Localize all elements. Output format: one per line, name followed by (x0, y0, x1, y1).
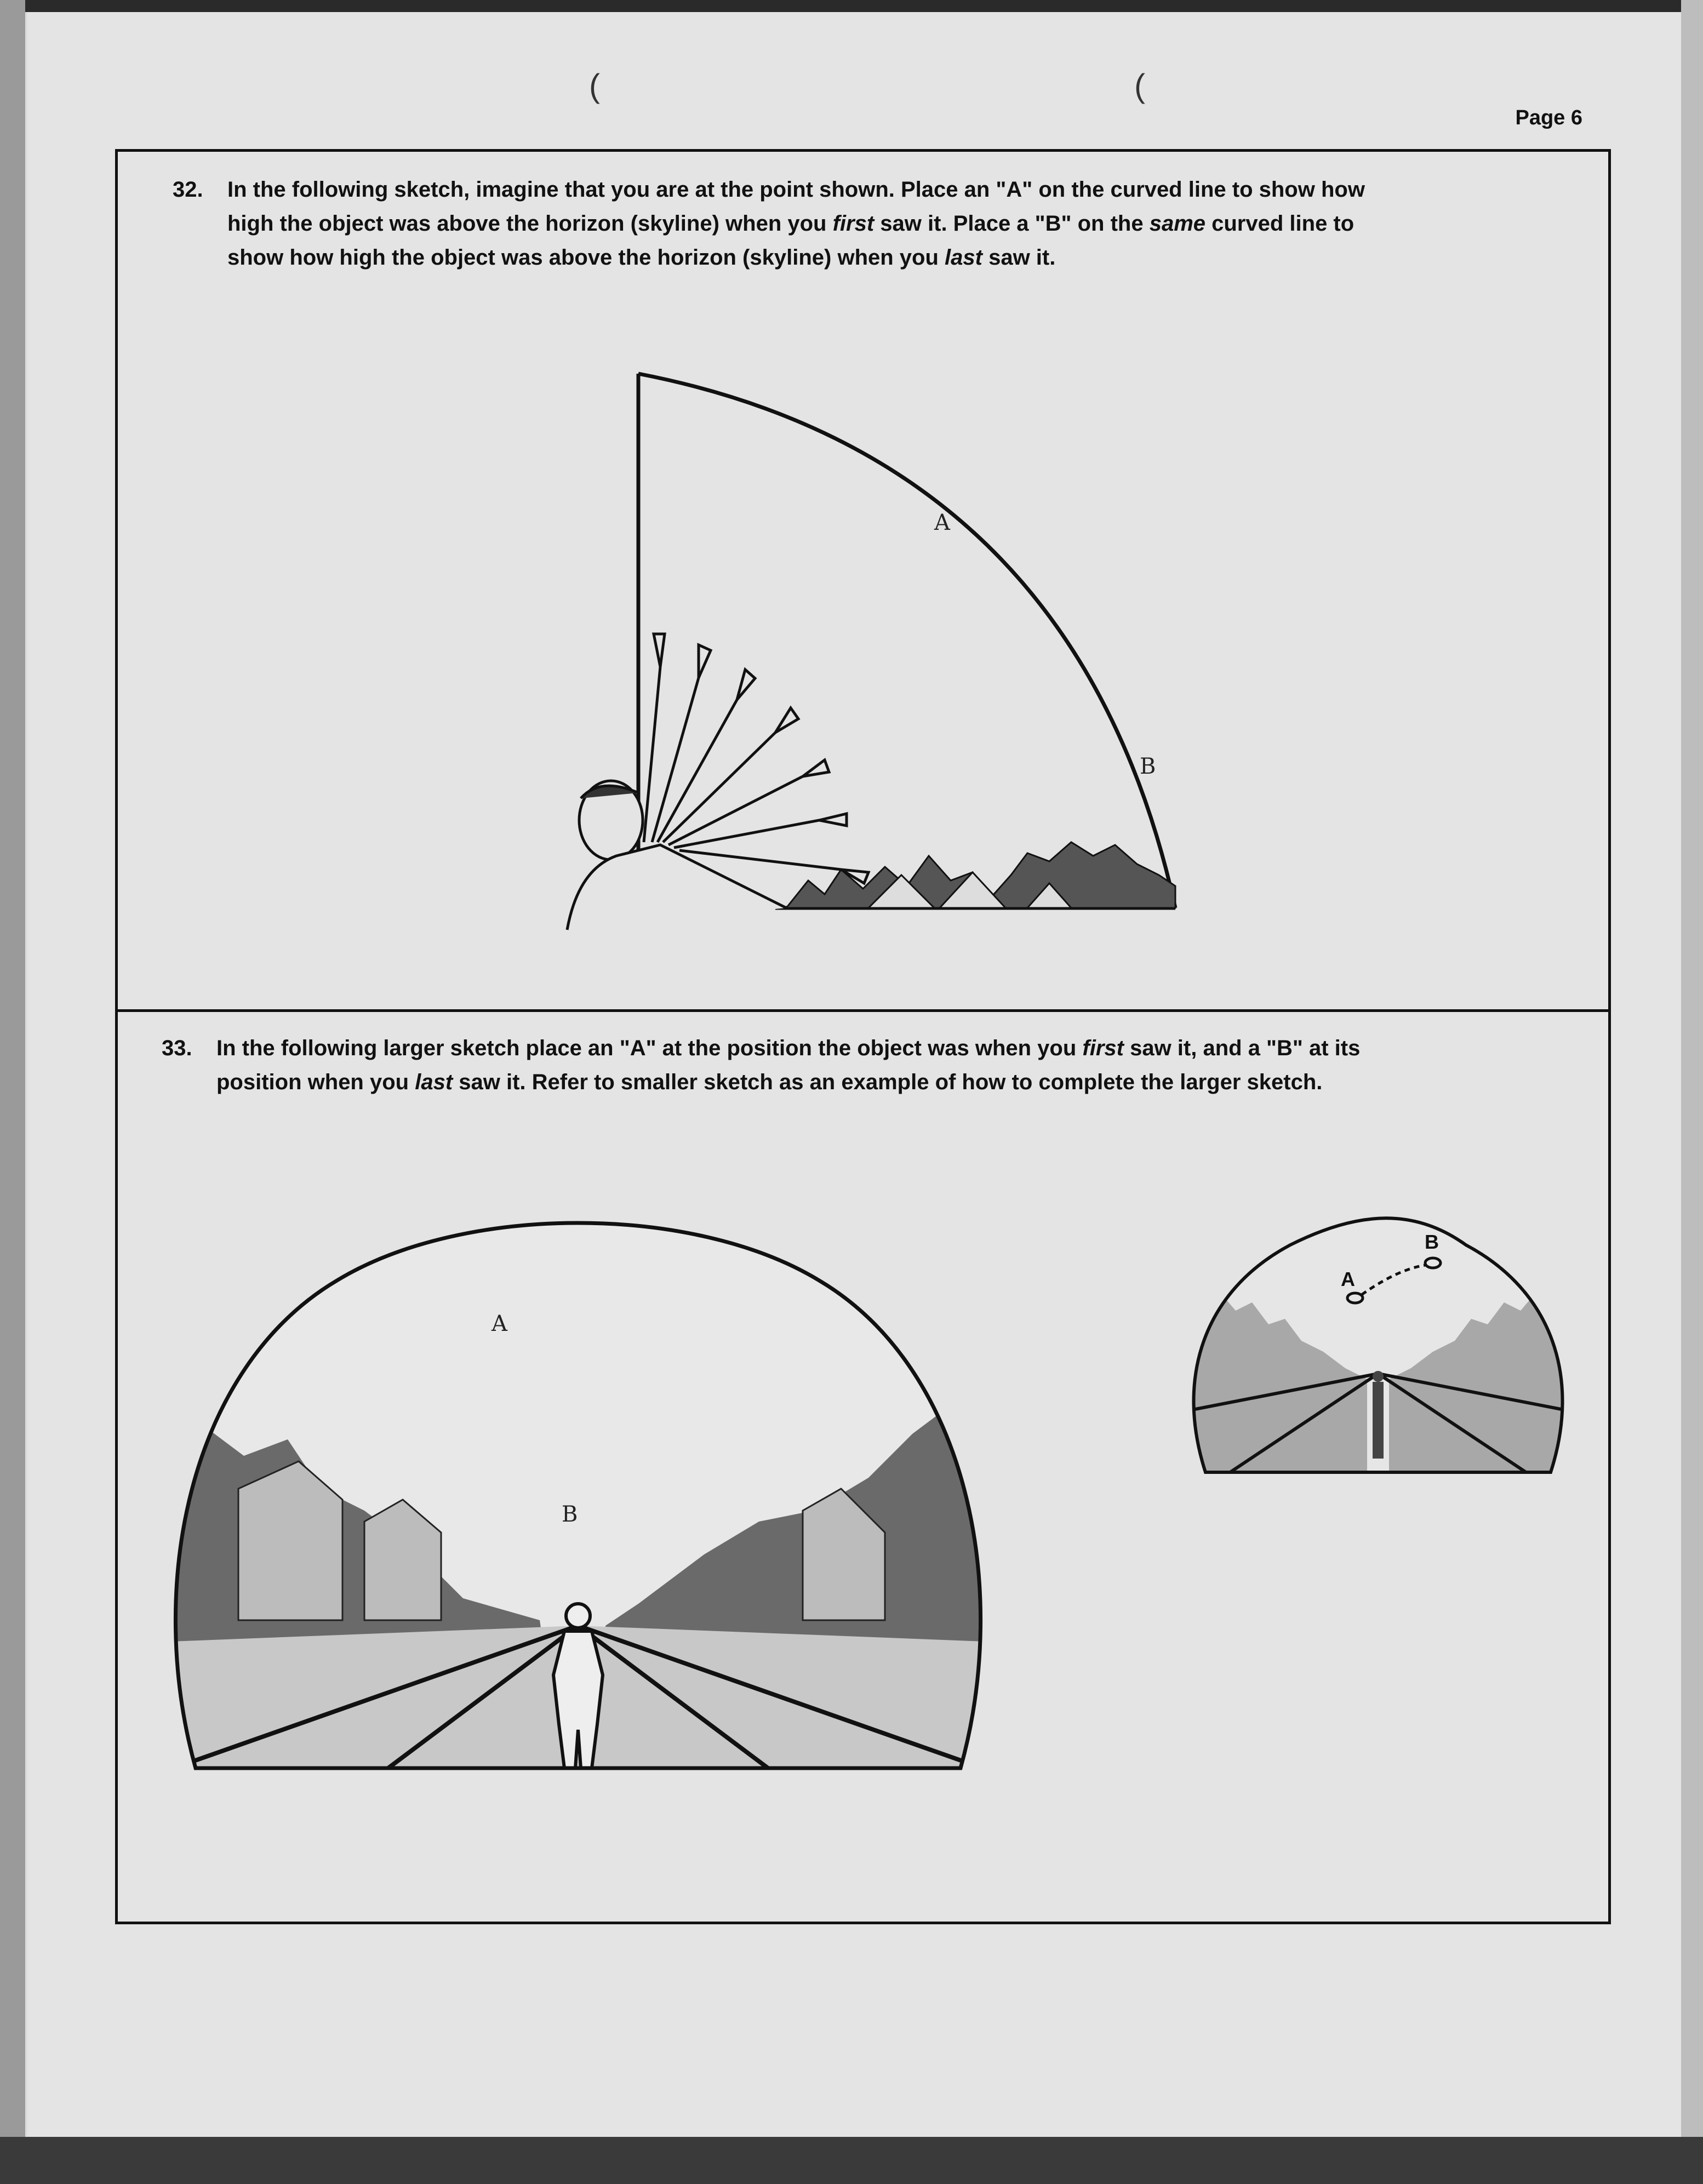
question-number: 33. (162, 1036, 192, 1060)
q32-line2c: curved line to (1205, 211, 1355, 236)
page-number: Page 6 (1515, 106, 1582, 129)
q32-line3b: saw it. (982, 245, 1056, 270)
answer-mark-b: B (1140, 754, 1156, 779)
skyline-silhouette (786, 842, 1175, 908)
answer-mark-a: A (934, 510, 950, 535)
question-32-text (173, 173, 1597, 275)
answer-mark-a: A (492, 1311, 507, 1336)
punch-mark: ( (589, 67, 600, 104)
q32-line3a: show how high the object was above the horizon (skyline) when you (227, 245, 945, 270)
example-sketch (1181, 1215, 1575, 1500)
q32-line2a: high the object was above the horizon (skyline) when you (227, 211, 833, 236)
question-number: 32. (173, 178, 203, 202)
q33-line1a: In the following larger sketch place an "A" at the position the object was when you (216, 1036, 1083, 1060)
q33-line1b: saw it, and a "B" at its (1123, 1036, 1361, 1060)
q32-emph-last: last (945, 245, 982, 270)
answer-mark-b: B (562, 1502, 578, 1527)
q32-line2b: saw it. Place a "B" on the (874, 211, 1150, 236)
q32-emph-first: first (832, 211, 875, 236)
example-mark-a: A (1341, 1268, 1355, 1290)
form-page (27, 12, 1681, 2137)
scan-border-left (0, 0, 25, 2184)
q33-emph-first: first (1082, 1036, 1124, 1060)
question-33-text (162, 1031, 1597, 1099)
questionnaire-box (115, 149, 1611, 1924)
section-divider (118, 1009, 1608, 1012)
q32-emph-same: same (1149, 211, 1206, 236)
standing-figure (553, 1631, 603, 1768)
elevation-arc[interactable] (638, 374, 1175, 908)
elevation-sketch (556, 360, 1268, 974)
standing-figure (1373, 1382, 1384, 1459)
q33-emph-last: last (415, 1070, 453, 1094)
q32-line1: In the following sketch, imagine that you are at the point shown. Place an "A" on the curved line to show how (227, 178, 1365, 202)
example-mark-b: B (1425, 1231, 1439, 1253)
punch-mark: ( (1134, 67, 1145, 104)
scan-border-top (0, 0, 1703, 12)
q33-line2a: position when you (216, 1070, 415, 1094)
pointing-observer-illustration (567, 634, 868, 930)
q33-line2b: saw it. Refer to smaller sketch as an example of how to complete the larger sketch. (453, 1070, 1323, 1094)
large-street-sketch[interactable] (156, 1204, 1000, 1806)
scan-border-right (1681, 0, 1703, 2184)
scan-border-bottom (0, 2137, 1703, 2184)
